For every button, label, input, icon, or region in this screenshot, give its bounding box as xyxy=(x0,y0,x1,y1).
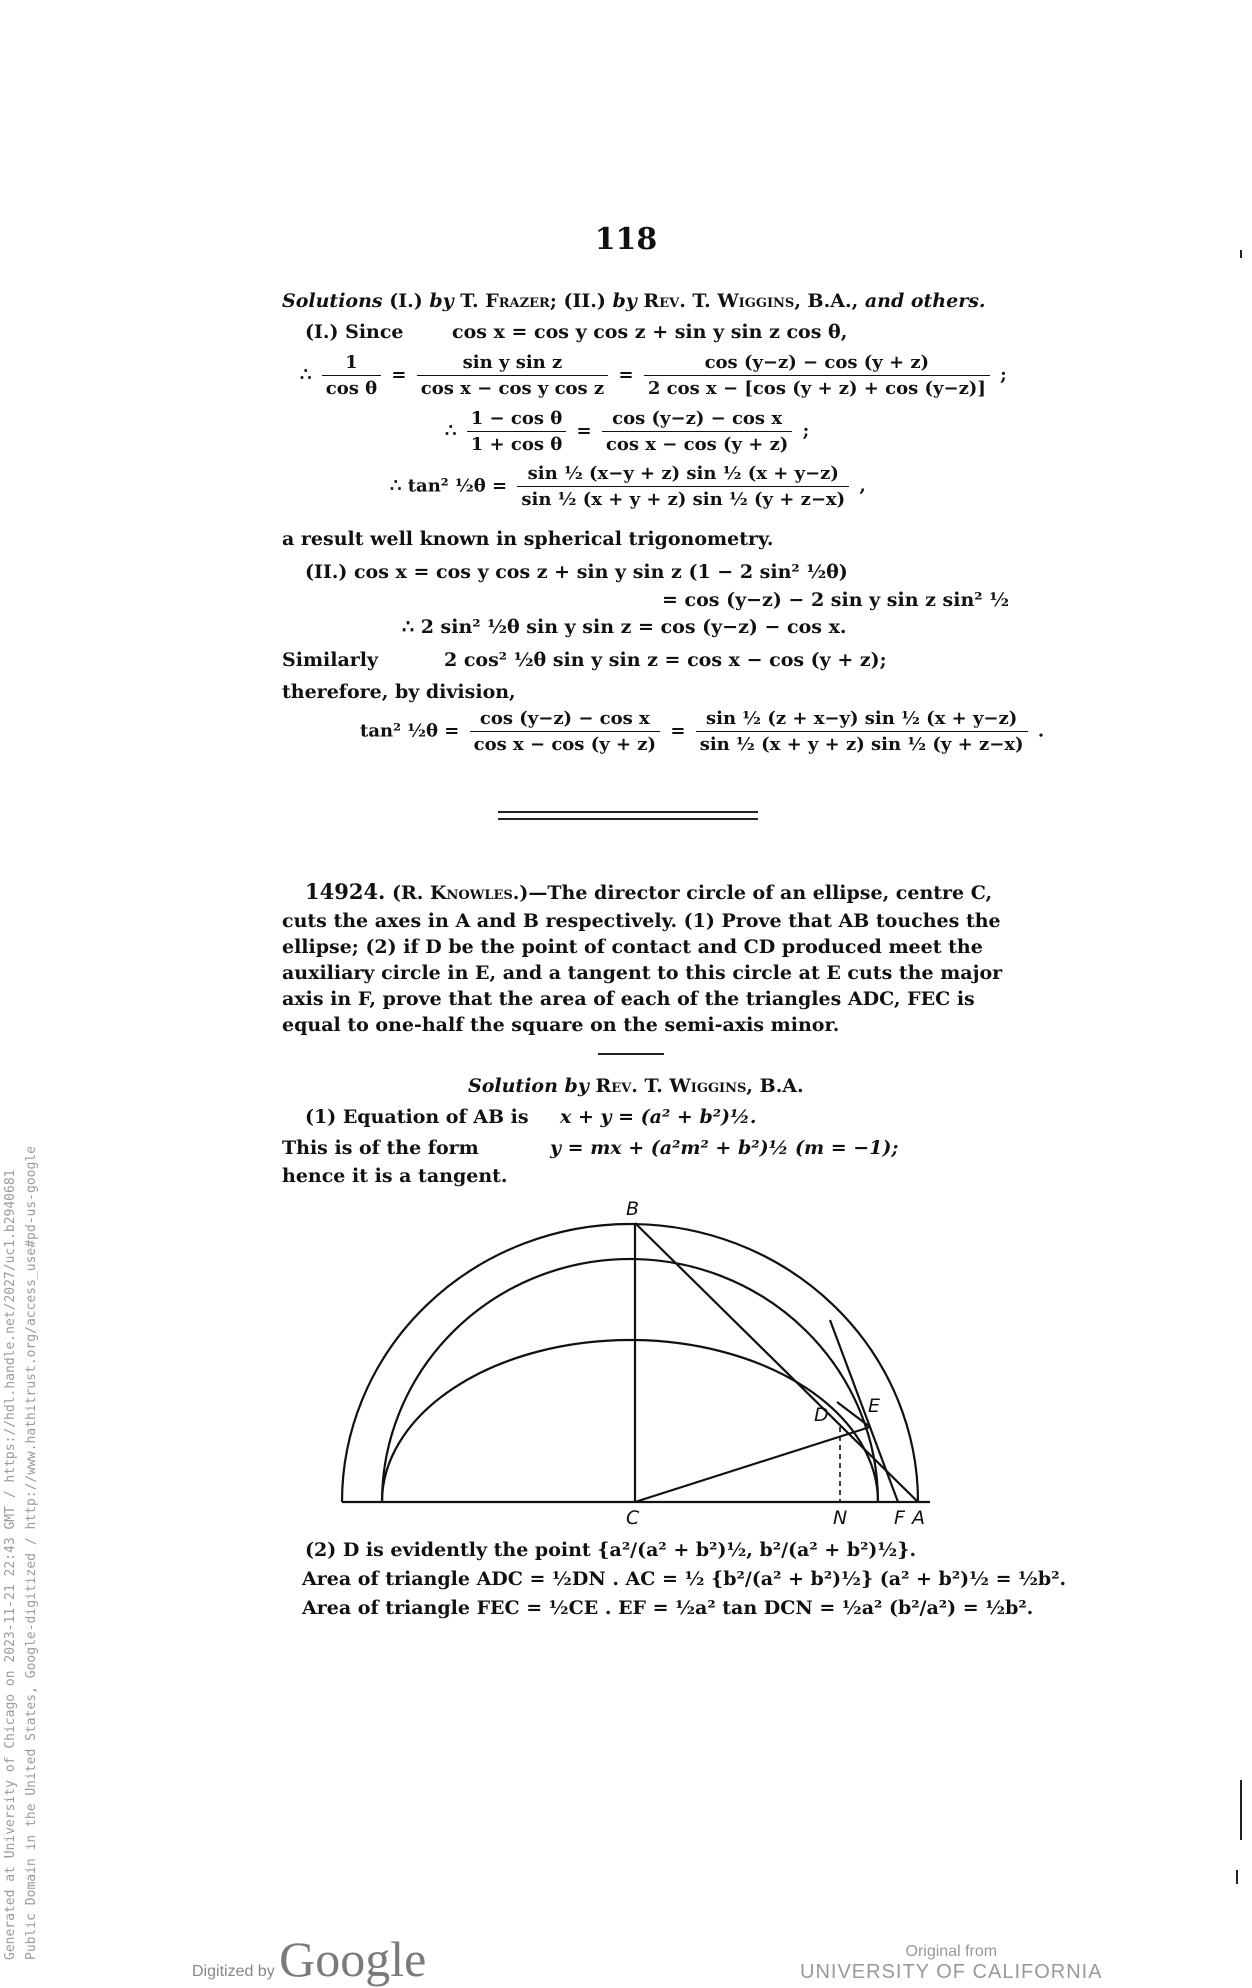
solutions-sep: ; xyxy=(549,290,557,312)
ellipse-arc xyxy=(382,1340,881,1502)
therefore-symbol: ∴ xyxy=(390,475,402,497)
therefore-symbol: ∴ xyxy=(445,420,457,442)
solution-name: Rev. T. Wiggins, B.A. xyxy=(595,1075,804,1097)
numerator: cos (y−z) − cos x xyxy=(470,708,660,732)
auxiliary-circle-arc xyxy=(382,1259,881,1502)
label-a: A xyxy=(912,1507,925,1529)
equals: = xyxy=(670,720,686,742)
sol1-eq3 xyxy=(390,463,866,510)
fraction xyxy=(517,463,849,510)
solutions-name1: T. Frazer xyxy=(460,290,550,312)
punct: ; xyxy=(802,420,810,442)
equals: = xyxy=(576,420,592,442)
label-n: N xyxy=(833,1507,848,1529)
form-eq: y = mx + (a²m² + b²)½ (m = −1); xyxy=(550,1137,899,1159)
denominator: cos x − cos y cos z xyxy=(420,378,605,399)
solutions-suffix: and others. xyxy=(864,290,986,312)
sol1-since-eq: cos x = cos y cos z + sin y sin z cos θ, xyxy=(452,321,848,343)
area-adc: Area of triangle ADC = ½DN . AC = ½ {b²/(a² + b²)½} (a² + b²)½ = ½b². xyxy=(302,1568,1067,1590)
sol1-eq2 xyxy=(445,408,809,455)
hathitrust-watermark xyxy=(0,1146,42,1960)
solution-prefix: Solution xyxy=(468,1075,558,1097)
problem-line: axis in F, prove that the area of each of the triangles ADC, FEC is xyxy=(282,988,975,1010)
label-b: B xyxy=(626,1198,640,1220)
lhs: tan² ½θ = xyxy=(407,475,508,497)
solutions-part1: (I.) xyxy=(389,290,423,312)
numerator: cos (y−z) − cos x xyxy=(602,408,792,432)
fraction xyxy=(417,352,608,399)
original-source xyxy=(800,1943,1103,1984)
university-name: UNIVERSITY OF CALIFORNIA xyxy=(800,1961,1103,1983)
separator-rule-bottom xyxy=(498,818,758,820)
denominator: sin ½ (x + y + z) sin ½ (y + z−x) xyxy=(521,489,846,510)
margin-mark xyxy=(1240,250,1242,258)
solution-header xyxy=(468,1074,804,1098)
fraction xyxy=(696,708,1028,755)
equals: = xyxy=(391,364,407,386)
sol2-final-eq xyxy=(360,708,1044,755)
digitized-by-text: Digitized by xyxy=(192,1963,275,1980)
sol1-eq1 xyxy=(300,352,1007,399)
solutions-prefix: Solutions xyxy=(282,290,383,312)
fraction xyxy=(644,352,990,399)
line-ab xyxy=(635,1223,918,1502)
problem-line: cuts the axes in A and B respectively. (1) Prove that AB touches the xyxy=(282,910,1001,932)
numerator: 1 − cos θ xyxy=(467,408,567,432)
denominator: 1 + cos θ xyxy=(470,434,563,455)
sol2-similarly-label: Similarly xyxy=(282,649,379,671)
sol2-line3: ∴ 2 sin² ½θ sin y sin z = cos (y−z) − cos x. xyxy=(402,616,847,638)
punct: . xyxy=(1037,720,1045,742)
p1-eq: x + y = (a² + b²)½. xyxy=(560,1106,757,1128)
fraction xyxy=(470,708,660,755)
numerator: sin y sin z xyxy=(417,352,608,376)
problem-line: equal to one-half the square on the semi-axis minor. xyxy=(282,1014,840,1036)
sol2-line1: (II.) cos x = cos y cos z + sin y sin z (1 − 2 sin² ½θ) xyxy=(305,561,848,583)
label-c: C xyxy=(626,1507,640,1529)
numerator: 1 xyxy=(322,352,381,376)
sol1-conclusion: a result well known in spherical trigonometry. xyxy=(282,528,774,550)
solutions-name2: Rev. T. Wiggins, B.A., xyxy=(643,290,859,312)
denominator: 2 cos x − [cos (y + z) + cos (y−z)] xyxy=(647,378,986,399)
equals: = xyxy=(618,364,634,386)
denominator: sin ½ (x + y + z) sin ½ (y + z−x) xyxy=(699,734,1024,755)
fraction xyxy=(322,352,381,399)
watermark-line2: Public Domain in the United States, Google-digitized / http://www.hathitrust.org/access_use#pd-us-google xyxy=(24,1146,39,1960)
sol2-therefore-division: therefore, by division, xyxy=(282,681,516,703)
tangent-text: hence it is a tangent. xyxy=(282,1165,508,1187)
solution-by: by xyxy=(564,1075,589,1097)
separator-rule-top xyxy=(498,811,758,813)
punct: , xyxy=(859,475,866,497)
google-wordmark: Google xyxy=(279,1931,427,1987)
denominator: cos x − cos (y + z) xyxy=(605,434,789,455)
numerator: cos (y−z) − cos (y + z) xyxy=(644,352,990,376)
google-digitized-logo xyxy=(192,1930,426,1988)
problem-line: —The director circle of an ellipse, centre C, xyxy=(528,882,993,904)
area-fec: Area of triangle FEC = ½CE . EF = ½a² tan DCN = ½a² (b²/a²) = ½b². xyxy=(302,1597,1034,1619)
margin-mark xyxy=(1236,1870,1238,1884)
solutions-part2: (II.) xyxy=(563,290,606,312)
problem-number: 14924. xyxy=(305,879,386,904)
punct: ; xyxy=(1000,364,1007,386)
solutions-by1: by xyxy=(429,290,454,312)
therefore-symbol: ∴ xyxy=(300,364,312,386)
page-number: 118 xyxy=(594,222,658,257)
p2-text: (2) D is evidently the point {a²/(a² + b²)½, b²/(a² + b²)½}. xyxy=(305,1539,917,1561)
p1-label: (1) Equation of AB is xyxy=(305,1106,529,1128)
problem-line: ellipse; (2) if D be the point of contact and CD produced meet the xyxy=(282,936,983,958)
lhs: tan² ½θ = xyxy=(360,720,460,742)
watermark-line1: Generated at University of Chicago on 2023-11-21 22:43 GMT / https://hdl.handle.net/2027/uc1.b2940681 xyxy=(3,1169,18,1960)
label-d: D xyxy=(814,1404,829,1426)
geometry-figure xyxy=(330,1190,970,1530)
solutions-header xyxy=(282,289,986,313)
problem-author: (R. Knowles.) xyxy=(392,882,529,904)
sol2-line2: = cos (y−z) − 2 sin y sin z sin² ½ xyxy=(662,589,1010,611)
sol2-similarly-eq: 2 cos² ½θ sin y sin z = cos x − cos (y + z); xyxy=(444,649,887,671)
margin-mark xyxy=(1240,1780,1242,1840)
solutions-by2: by xyxy=(612,290,637,312)
fraction xyxy=(602,408,792,455)
short-separator-rule xyxy=(598,1053,664,1055)
original-from-text: Original from xyxy=(905,1943,998,1960)
form-label: This is of the form xyxy=(282,1137,479,1159)
problem-first-line xyxy=(305,880,992,905)
director-circle-arc xyxy=(342,1224,918,1502)
denominator: cos x − cos (y + z) xyxy=(473,734,657,755)
numerator: sin ½ (x−y + z) sin ½ (x + y−z) xyxy=(517,463,849,487)
numerator: sin ½ (z + x−y) sin ½ (x + y−z) xyxy=(696,708,1028,732)
fraction xyxy=(467,408,567,455)
label-f: F xyxy=(894,1507,905,1529)
line-ce xyxy=(635,1427,870,1502)
denominator: cos θ xyxy=(325,378,378,399)
label-e: E xyxy=(868,1395,881,1417)
problem-line: auxiliary circle in E, and a tangent to this circle at E cuts the major xyxy=(282,962,1003,984)
sol1-since-label: (I.) Since xyxy=(305,321,404,343)
